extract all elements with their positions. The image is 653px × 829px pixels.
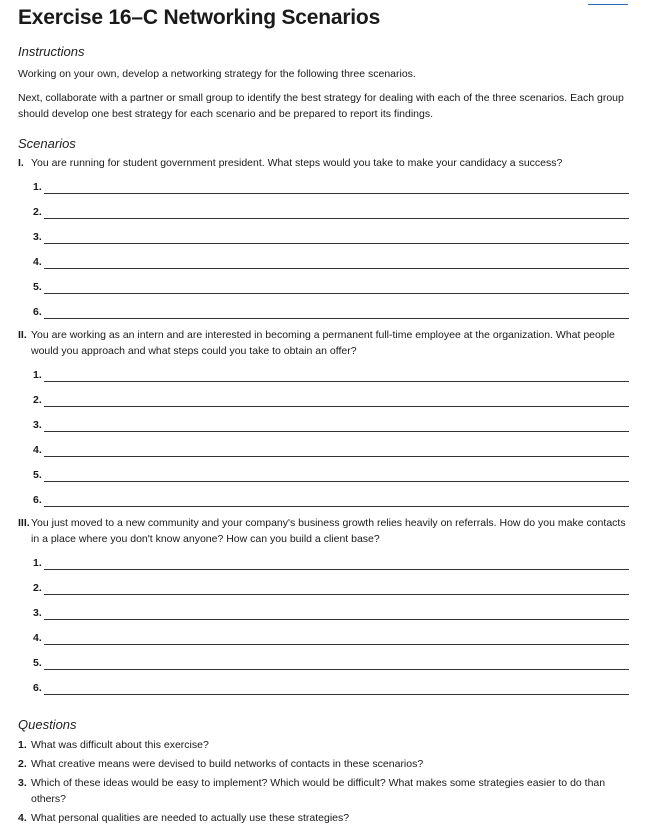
scenario-2	[18, 327, 630, 507]
answer-line[interactable]	[33, 244, 630, 269]
answer-line[interactable]	[33, 294, 630, 319]
question-item	[18, 737, 630, 753]
answer-line[interactable]	[33, 670, 630, 695]
line-number: 4.	[33, 444, 42, 456]
scenario-number: I.	[18, 157, 24, 169]
scenario-1	[18, 155, 630, 319]
line-number: 5.	[33, 281, 42, 293]
answer-line[interactable]	[33, 169, 630, 194]
answer-line[interactable]	[33, 357, 630, 382]
answer-line[interactable]	[33, 482, 630, 507]
answer-rule	[44, 318, 629, 319]
line-number: 3.	[33, 231, 42, 243]
scenario-text: You are working as an intern and are interested in becoming a permanent full-time employee at the organization. What people would you approach and what steps could you take to obtain an offer?	[31, 329, 615, 357]
scenario-3	[18, 515, 630, 695]
line-number: 1.	[33, 557, 42, 569]
line-number: 5.	[33, 657, 42, 669]
question-text: What creative means were devised to build networks of contacts in these scenarios?	[31, 758, 424, 770]
scenario-text: You just moved to a new community and your company's business growth relies heavily on referrals. How do you make contacts in a place where you don't know anyone? How can you build a client base?	[31, 517, 626, 545]
answer-line[interactable]	[33, 382, 630, 407]
question-text: Which of these ideas would be easy to implement? Which would be difficult? What makes some strategies easier to do than others?	[31, 777, 606, 805]
answer-line[interactable]	[33, 457, 630, 482]
answer-line[interactable]	[33, 269, 630, 294]
line-number: 2.	[33, 582, 42, 594]
scenario-prompt	[18, 515, 630, 547]
scenario-prompt	[18, 327, 630, 359]
question-number: 2.	[18, 758, 27, 770]
answer-line[interactable]	[33, 219, 630, 244]
questions-list	[18, 737, 630, 829]
question-item	[18, 810, 630, 826]
page-title: Exercise 16–C Networking Scenarios	[18, 6, 381, 29]
answer-line[interactable]	[33, 194, 630, 219]
instructions-paragraph: Next, collaborate with a partner or small group to identify the best strategy for dealing with each of the three scenarios. Each group should develop one best strategy for each scenario and be prepared to report its findings.	[18, 92, 624, 120]
question-number: 4.	[18, 812, 27, 824]
line-number: 2.	[33, 394, 42, 406]
line-number: 6.	[33, 306, 42, 318]
answer-line[interactable]	[33, 432, 630, 457]
question-number: 1.	[18, 739, 27, 751]
answer-line[interactable]	[33, 407, 630, 432]
answer-rule	[44, 506, 629, 507]
line-number: 4.	[33, 256, 42, 268]
answer-line[interactable]	[33, 645, 630, 670]
answer-line[interactable]	[33, 545, 630, 570]
question-item	[18, 775, 630, 807]
line-number: 6.	[33, 682, 42, 694]
instructions-heading: Instructions	[18, 44, 85, 59]
line-number: 3.	[33, 607, 42, 619]
line-number: 4.	[33, 632, 42, 644]
line-number: 5.	[33, 469, 42, 481]
corner-rule	[588, 4, 628, 5]
question-text: What was difficult about this exercise?	[31, 739, 209, 751]
line-number: 3.	[33, 419, 42, 431]
answer-line[interactable]	[33, 620, 630, 645]
answer-line[interactable]	[33, 570, 630, 595]
question-number: 3.	[18, 777, 27, 789]
answer-rule	[44, 694, 629, 695]
scenario-number: III.	[18, 517, 30, 529]
line-number: 1.	[33, 369, 42, 381]
instructions-paragraph: Working on your own, develop a networking strategy for the following three scenarios.	[18, 68, 416, 80]
question-item	[18, 756, 630, 772]
scenario-number: II.	[18, 329, 27, 341]
scenarios-heading: Scenarios	[18, 136, 76, 151]
line-number: 1.	[33, 181, 42, 193]
answer-line[interactable]	[33, 595, 630, 620]
scenario-text: You are running for student government president. What steps would you take to make your candidacy a success?	[31, 157, 563, 169]
line-number: 2.	[33, 206, 42, 218]
line-number: 6.	[33, 494, 42, 506]
questions-heading: Questions	[18, 717, 77, 732]
question-text: What personal qualities are needed to actually use these strategies?	[31, 812, 350, 824]
